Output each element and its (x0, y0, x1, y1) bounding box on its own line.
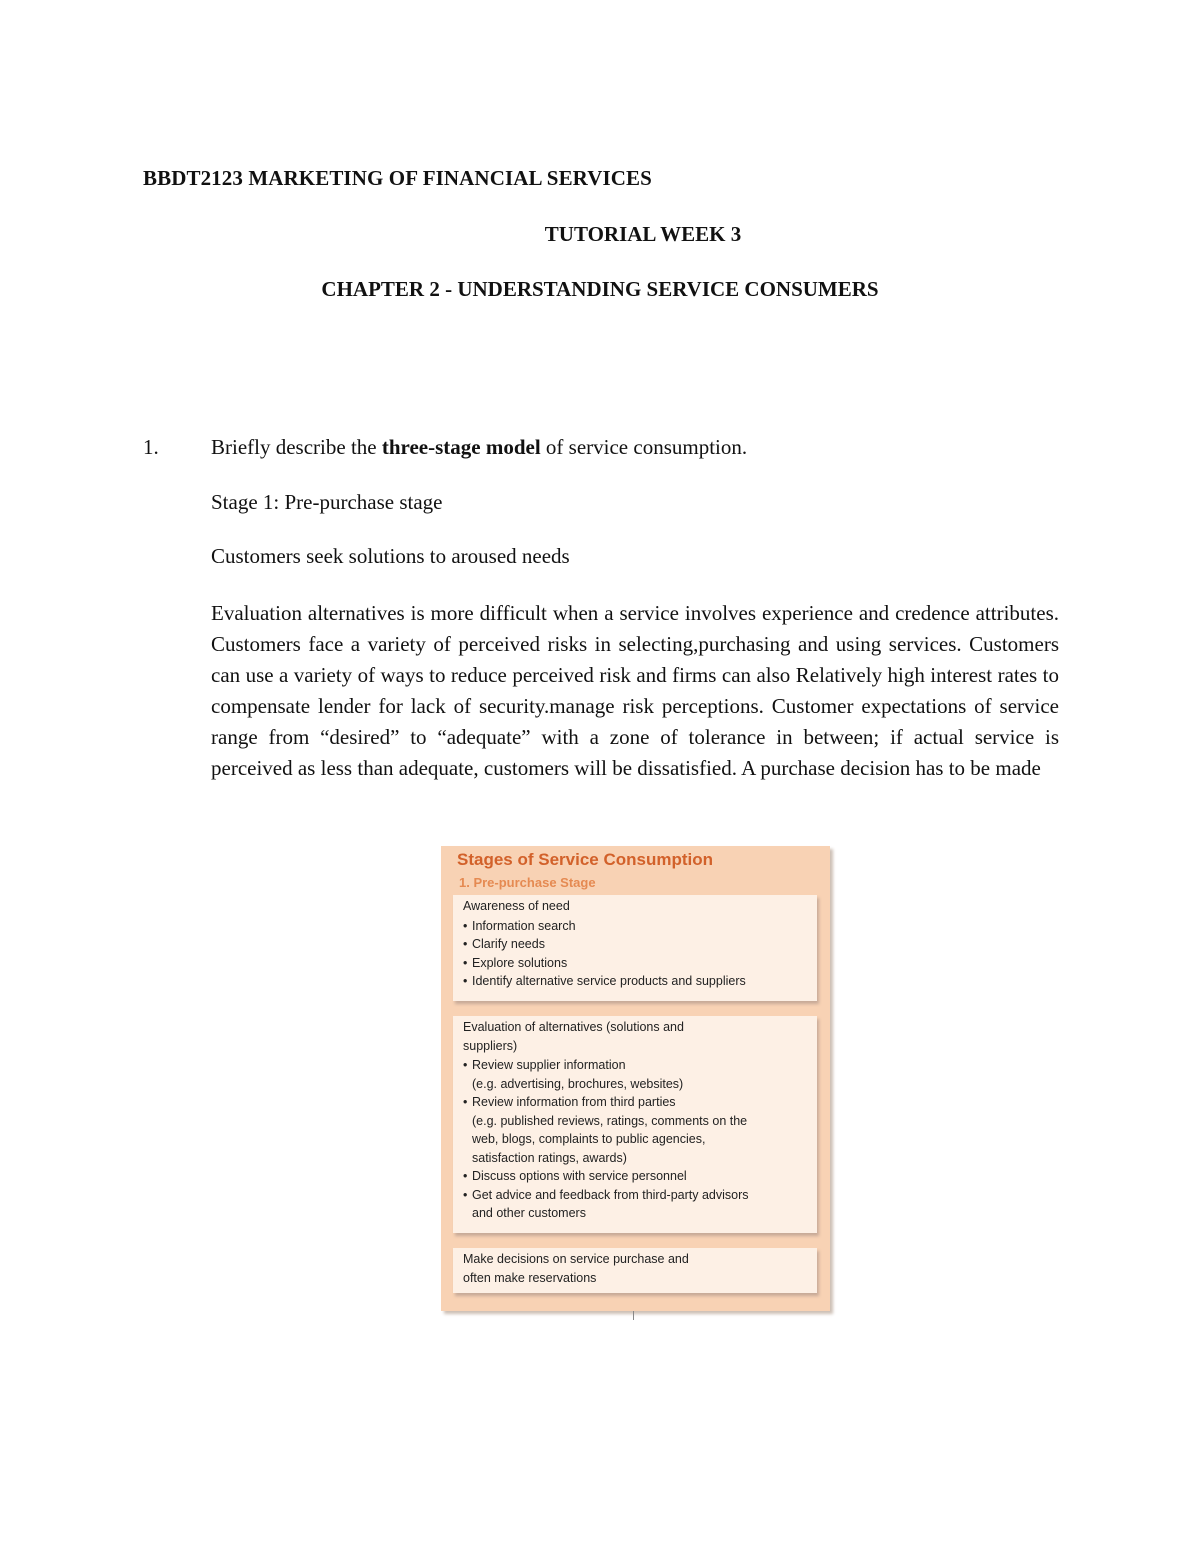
list-item-sub: (e.g. published reviews, ratings, comments on the (472, 1113, 748, 1128)
list-item: • Information search (463, 917, 807, 936)
figure-subtitle: 1. Pre-purchase Stage (459, 875, 596, 890)
figure-connector-line (633, 1311, 634, 1320)
list-item (463, 1093, 807, 1167)
tutorial-title (0, 222, 1200, 247)
evaluation-heading-line2: suppliers) (463, 1038, 518, 1053)
list-item-sub: web, blogs, complaints to public agencies, (472, 1132, 706, 1146)
evaluation-box (453, 1016, 817, 1233)
list-item: • Identify alternative service products and suppliers (463, 972, 807, 991)
list-item-sub: (e.g. advertising, brochures, websites) (472, 1076, 684, 1091)
stage-summary: Customers seek solutions to aroused needs (211, 544, 570, 568)
list-item-text: Review information from third parties (472, 1095, 676, 1109)
decision-box (453, 1248, 817, 1293)
decision-line1: Make decisions on service purchase and (463, 1252, 689, 1266)
awareness-box (453, 895, 817, 1001)
decision-line2: often make reservations (463, 1270, 597, 1285)
list-item (463, 1186, 807, 1223)
list-item-text: Get advice and feedback from third-party advisors (472, 1187, 749, 1202)
chapter-title: CHAPTER 2 - UNDERSTANDING SERVICE CONSUMERS (321, 277, 879, 301)
tutorial-title-text: TUTORIAL WEEK 3 (544, 222, 742, 246)
course-title: BBDT2123 MARKETING OF FINANCIAL SERVICES (143, 166, 652, 190)
question-text-after: of service consumption. (540, 435, 748, 459)
question-text-before: Briefly describe the (211, 435, 382, 459)
figure-title: Stages of Service Consumption (457, 850, 713, 869)
list-item-sub: and other customers (472, 1206, 586, 1220)
list-item (463, 1056, 807, 1093)
question-number: 1. (143, 435, 159, 459)
awareness-list (463, 917, 807, 991)
evaluation-heading-line1: Evaluation of alternatives (solutions and (463, 1020, 684, 1034)
list-item-text: Review supplier information (472, 1058, 626, 1072)
list-item-sub: satisfaction ratings, awards) (472, 1150, 627, 1165)
stage-heading: Stage 1: Pre-purchase stage (211, 490, 443, 514)
list-item: • Clarify needs (463, 935, 807, 954)
list-item: • Explore solutions (463, 954, 807, 973)
question-text-bold: three-stage model (381, 435, 541, 459)
question-text (211, 435, 747, 460)
stages-figure (441, 846, 830, 1311)
awareness-heading: Awareness of need (463, 899, 570, 913)
answer-paragraph: Evaluation alternatives is more difficult when a service involves experience and credence attributes. Customers face a variety of perceived risks in selecting,purchasing and using services. Customers can use a variety of ways to reduce perceived risk and firms can also Relatively high interest rates to compensate lender for lack of security.manage risk perceptions. Customer expectations of service range from “desired” to “adequate” with a zone of tolerance in between; if actual service is perceived as less than adequate, customers will be dissatisfied. A purchase decision has to be made (211, 601, 1059, 780)
evaluation-list (463, 1056, 807, 1223)
list-item: • Discuss options with service personnel (463, 1167, 807, 1186)
